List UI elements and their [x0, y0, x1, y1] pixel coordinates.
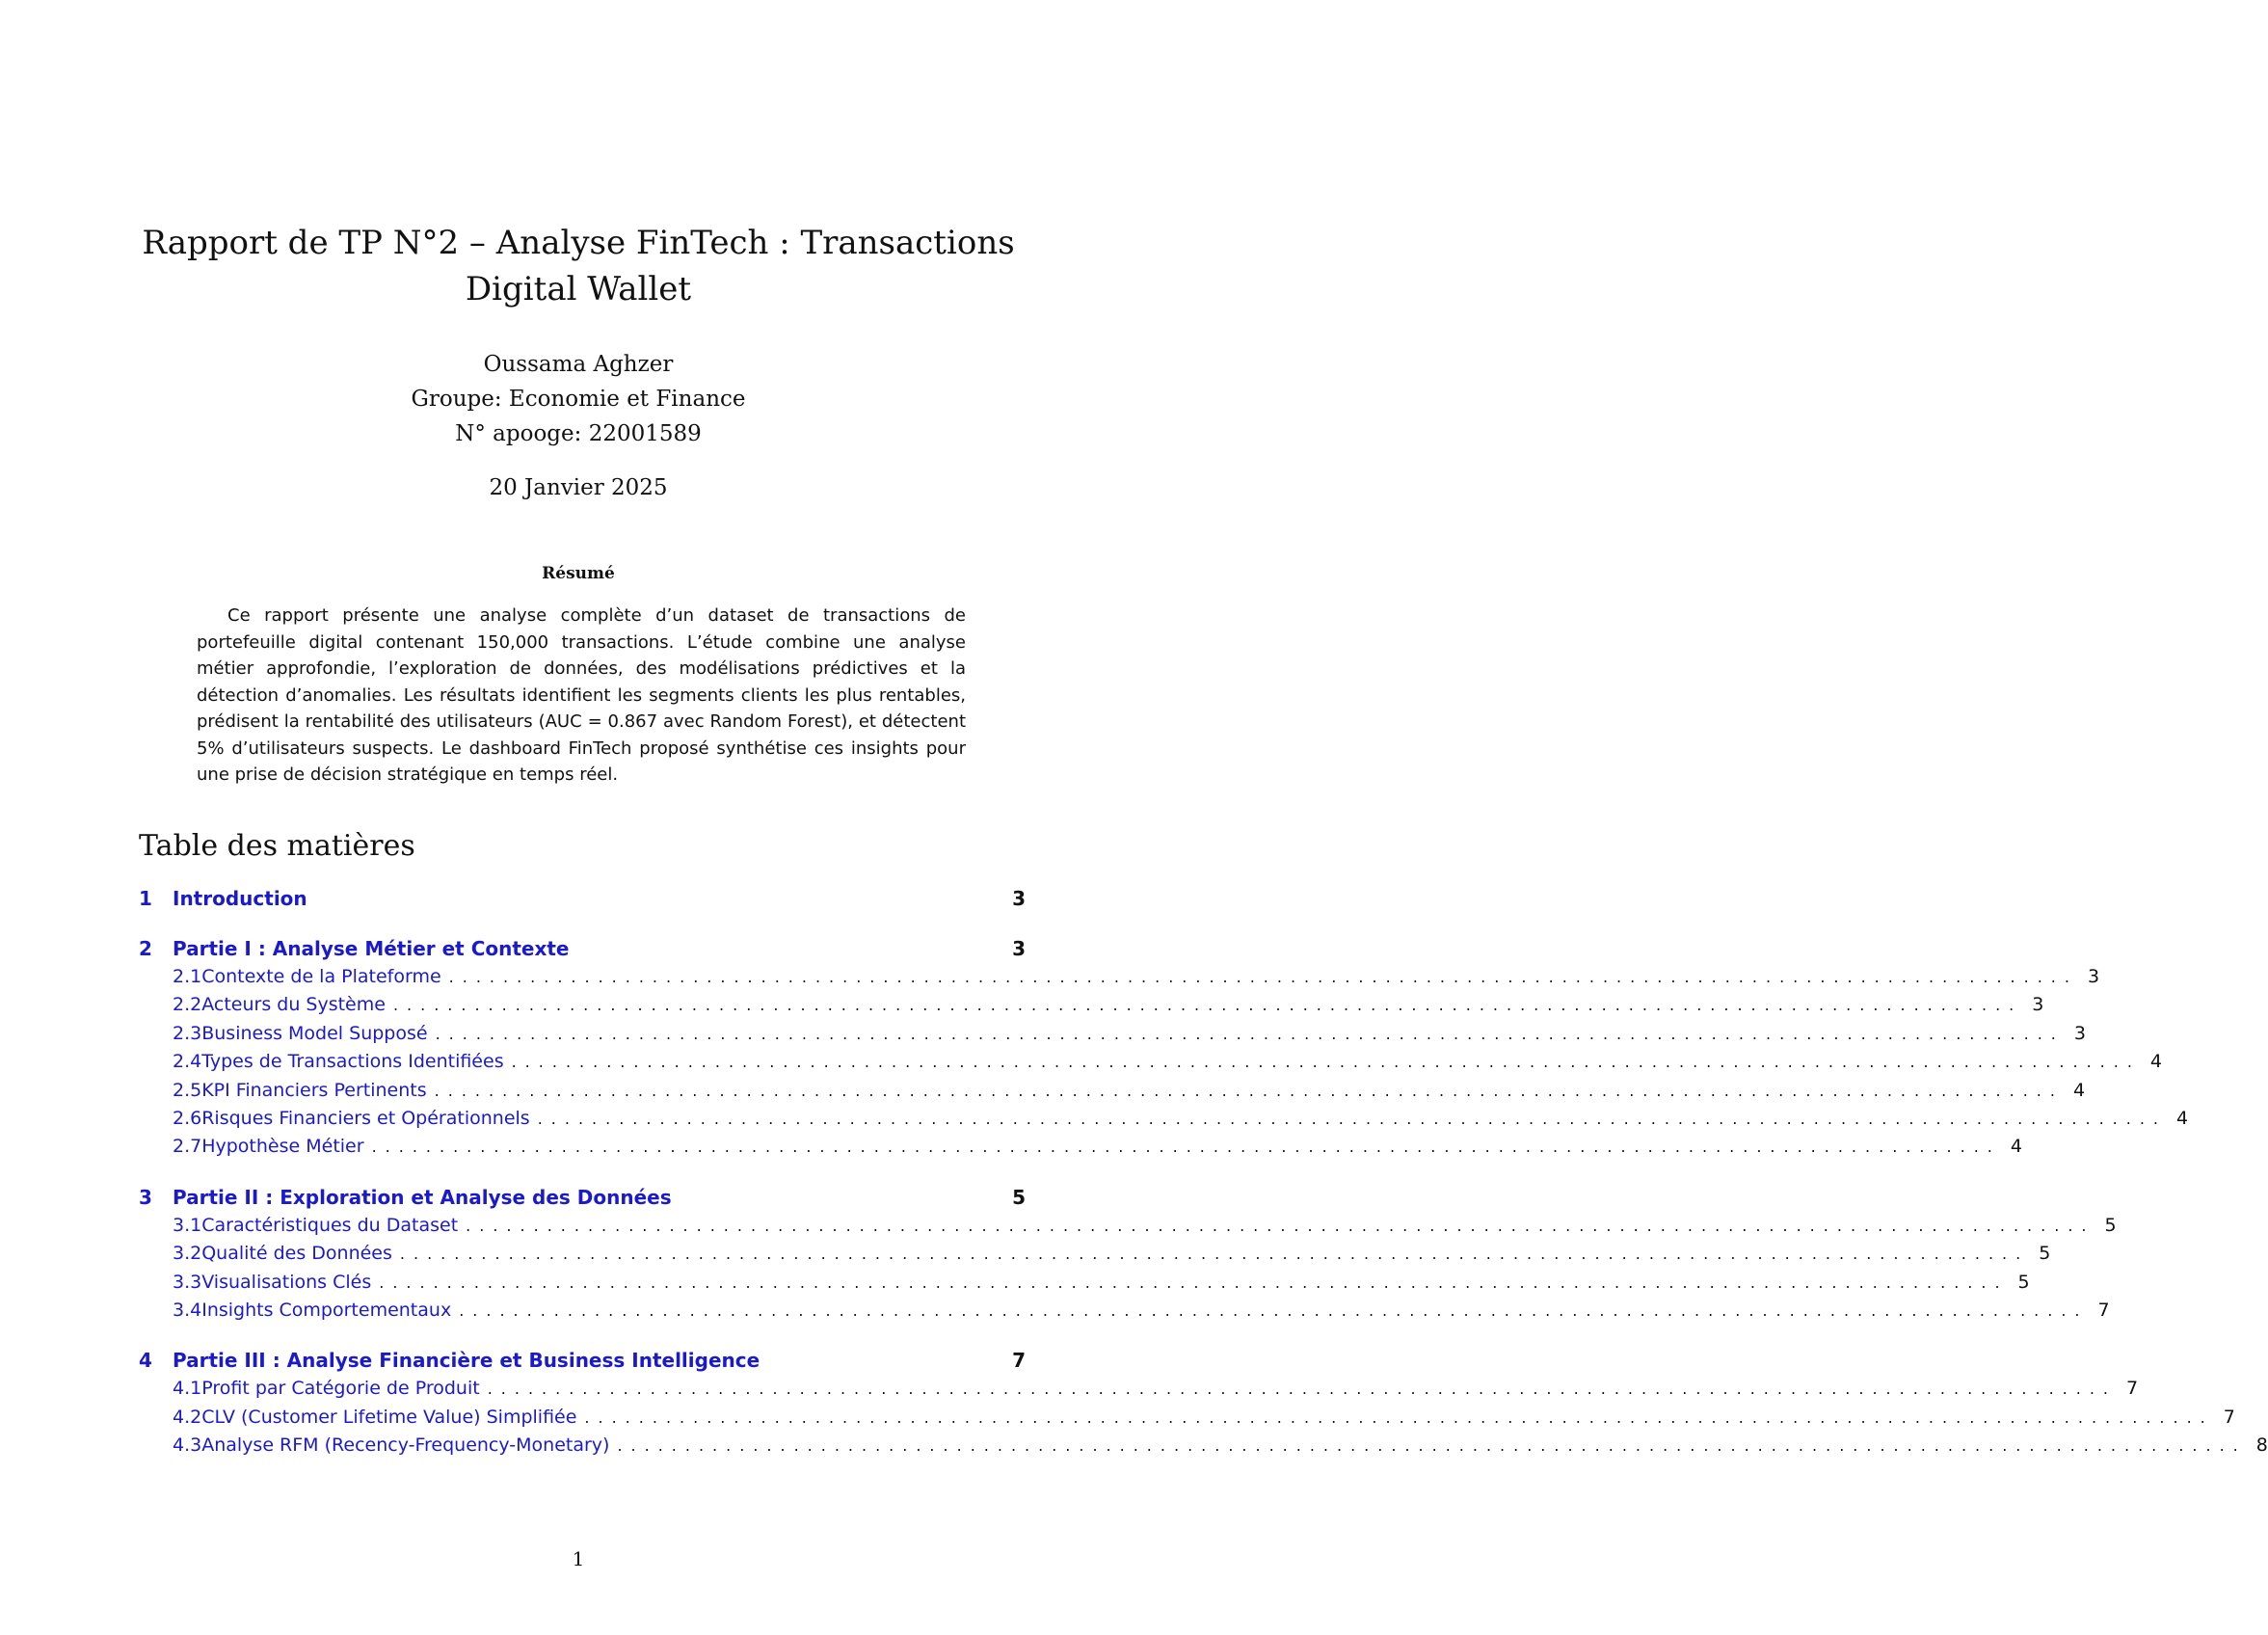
toc-subsection-2.1[interactable]	[139, 966, 2100, 994]
author-name: Oussama Aghzer	[483, 352, 674, 377]
toc-subsection-title[interactable]: Qualité des Données	[201, 1243, 392, 1265]
toc-leader-dots: ........................................................................................................................	[399, 1245, 2030, 1264]
toc-subsection-title[interactable]: Caractéristiques du Dataset	[201, 1214, 459, 1236]
toc-subsection-title[interactable]: Risques Financiers et Opérationnels	[201, 1107, 530, 1129]
page-number: 1	[572, 1547, 585, 1570]
toc-subsection-4.1[interactable]	[139, 1378, 2139, 1406]
table-of-contents	[139, 887, 2268, 1462]
toc-subsection-title[interactable]: Hypothèse Métier	[201, 1136, 364, 1158]
toc-section-1[interactable]	[139, 887, 1026, 916]
abstract-title: Résumé	[542, 564, 615, 583]
toc-subsection-page: 7	[2126, 1378, 2139, 1400]
toc-section-title[interactable]: Partie III : Analyse Financière et Business Intelligence	[173, 1349, 760, 1373]
toc-section-title[interactable]: Partie II : Exploration et Analyse des Données	[173, 1185, 672, 1209]
toc-subsection-page: 8	[2255, 1434, 2268, 1457]
toc-subsection-page: 4	[2072, 1079, 2086, 1101]
toc-leader-dots: ........................................................................................................................	[617, 1436, 2247, 1456]
toc-section-page: 3	[1012, 887, 1026, 910]
toc-section-page: 5	[1012, 1185, 1026, 1209]
toc-leader-dots: ........................................................................................................................	[511, 1053, 2141, 1072]
toc-subsection-2.5[interactable]	[139, 1079, 2086, 1108]
toc-subsection-title[interactable]: Analyse RFM (Recency-Frequency-Monetary)	[201, 1434, 610, 1457]
toc-leader-dots: ........................................................................................................................	[459, 1300, 2089, 1320]
author-block	[289, 347, 867, 451]
toc-subsection-number: 2.1	[173, 966, 202, 987]
toc-subsection-number: 3.4	[173, 1299, 202, 1321]
toc-subsection-number: 2.6	[173, 1107, 202, 1129]
toc-subsection-number: 4.1	[173, 1378, 202, 1400]
toc-subsection-title[interactable]: Contexte de la Plateforme	[201, 966, 441, 987]
toc-subsection-2.4[interactable]	[139, 1051, 2162, 1079]
toc-subsection-3.1[interactable]	[139, 1214, 2117, 1243]
toc-subsection-title[interactable]: KPI Financiers Pertinents	[201, 1079, 427, 1101]
toc-subsection-page: 5	[2039, 1243, 2051, 1265]
toc-heading: Table des matières	[139, 829, 415, 863]
toc-subsection-number: 2.2	[173, 994, 202, 1016]
abstract-text: Ce rapport présente une analyse complète d’un dataset de transactions de portefeuille digital contenant 150,000 transactions. L’étude combine une analyse métier approfondie, l’exploration de données, des modélisations prédictives et la détection d’anomalies. Les résultats identifient les segments clients les plus rentables, prédisent la rentabilité des utilisateurs (AUC = 0.867 avec Random Forest), et détectent 5% d’utilisateurs suspects. Le dashboard FinTech proposé synthétise ces insights pour une prise de décision stratégique en temps réel.	[197, 605, 966, 785]
document-date: 20 Janvier 2025	[489, 475, 668, 500]
toc-subsection-title[interactable]: CLV (Customer Lifetime Value) Simplifiée	[201, 1406, 577, 1428]
toc-subsection-number: 3.3	[173, 1271, 202, 1293]
toc-section-page: 7	[1012, 1349, 1026, 1373]
toc-subsection-page: 3	[2032, 994, 2044, 1016]
toc-section-2[interactable]	[139, 937, 1026, 966]
toc-section-3[interactable]	[139, 1186, 1026, 1215]
toc-leader-dots: ........................................................................................................................	[435, 1024, 2065, 1043]
toc-subsection-2.3[interactable]	[139, 1022, 2086, 1051]
toc-subsection-number: 4.3	[173, 1434, 202, 1457]
toc-subsection-page: 4	[2149, 1051, 2162, 1073]
toc-subsection-4.2[interactable]	[139, 1406, 2235, 1434]
toc-leader-dots: ........................................................................................................................	[466, 1216, 2095, 1235]
toc-subsection-title[interactable]: Types de Transactions Identifiées	[201, 1051, 504, 1073]
author-group: Groupe: Economie et Finance	[411, 387, 746, 412]
toc-section-number: 3	[139, 1185, 152, 1209]
toc-subsection-3.2[interactable]	[139, 1243, 2051, 1271]
toc-subsection-page: 4	[2010, 1136, 2022, 1158]
toc-subsection-number: 3.2	[173, 1243, 202, 1265]
toc-subsection-number: 2.5	[173, 1079, 202, 1101]
toc-subsection-page: 5	[2017, 1271, 2030, 1293]
toc-subsection-title[interactable]: Visualisations Clés	[201, 1271, 372, 1293]
toc-subsection-page: 3	[2073, 1022, 2086, 1044]
toc-subsection-title[interactable]: Acteurs du Système	[201, 994, 386, 1016]
toc-section-page: 3	[1012, 937, 1026, 960]
toc-subsection-page: 5	[2104, 1214, 2117, 1236]
toc-subsection-3.3[interactable]	[139, 1271, 2030, 1300]
toc-leader-dots: ........................................................................................................................	[584, 1407, 2214, 1427]
toc-subsection-number: 4.2	[173, 1406, 202, 1428]
toc-subsection-page: 7	[2223, 1406, 2235, 1428]
title-line-2: Digital Wallet	[465, 270, 692, 308]
toc-subsection-title[interactable]: Profit par Catégorie de Produit	[201, 1378, 480, 1400]
toc-subsection-number: 3.1	[173, 1214, 202, 1236]
title-line-1: Rapport de TP N°2 – Analyse FinTech : Transactions	[142, 224, 1015, 262]
toc-section-4[interactable]	[139, 1349, 1026, 1378]
toc-subsection-2.7[interactable]	[139, 1136, 2022, 1164]
toc-leader-dots: ........................................................................................................................	[448, 968, 2078, 986]
document-title	[135, 220, 1022, 312]
toc-section-title[interactable]: Introduction	[173, 887, 307, 910]
toc-leader-dots: ........................................................................................................................	[379, 1273, 2009, 1292]
toc-leader-dots: ........................................................................................................................	[434, 1081, 2064, 1100]
toc-leader-dots: ........................................................................................................................	[371, 1138, 2001, 1157]
author-apooge: N° apooge: 22001589	[455, 421, 702, 446]
toc-leader-dots: ........................................................................................................................	[537, 1109, 2168, 1128]
toc-subsection-2.2[interactable]	[139, 994, 2044, 1022]
toc-subsection-title[interactable]: Business Model Supposé	[201, 1022, 428, 1044]
toc-subsection-number: 2.7	[173, 1136, 202, 1158]
toc-subsection-number: 2.3	[173, 1022, 202, 1044]
toc-section-number: 1	[139, 887, 152, 910]
toc-subsection-2.6[interactable]	[139, 1107, 2189, 1136]
toc-leader-dots: ........................................................................................................................	[487, 1380, 2118, 1399]
toc-leader-dots: ........................................................................................................................	[392, 996, 2023, 1015]
toc-subsection-4.3[interactable]	[139, 1434, 2268, 1462]
toc-section-number: 2	[139, 937, 152, 960]
toc-subsection-number: 2.4	[173, 1051, 202, 1073]
toc-section-number: 4	[139, 1349, 152, 1373]
toc-subsection-3.4[interactable]	[139, 1299, 2110, 1327]
toc-section-title[interactable]: Partie I : Analyse Métier et Contexte	[173, 937, 570, 960]
toc-subsection-title[interactable]: Insights Comportementaux	[201, 1299, 452, 1321]
toc-subsection-page: 3	[2087, 966, 2100, 987]
toc-subsection-page: 7	[2097, 1299, 2110, 1321]
toc-subsection-page: 4	[2176, 1107, 2189, 1129]
